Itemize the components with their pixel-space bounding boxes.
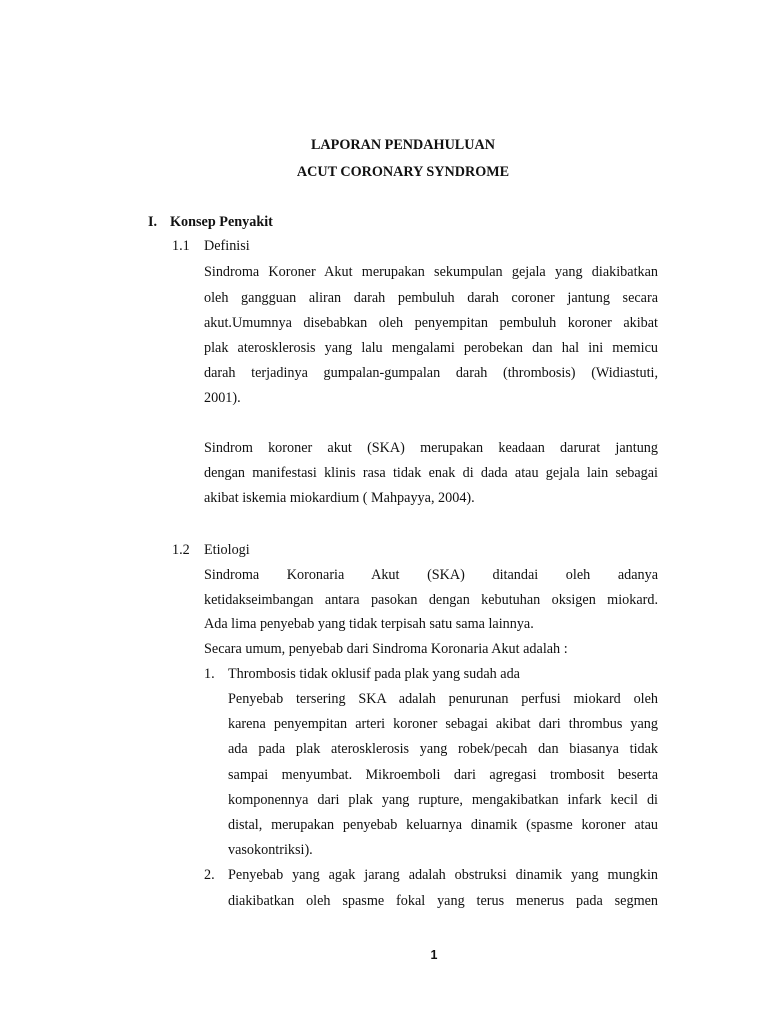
list-item-title: Thrombosis tidak oklusif pada plak yang sudah ada	[228, 666, 520, 682]
etiologi-intro-line: ketidakseimbangan antara pasokan dengan kebutuhan oksigen miokard.	[204, 592, 658, 608]
definisi-para1-line: darah terjadinya gumpalan-gumpalan darah (thrombosis) (Widiastuti,	[204, 365, 658, 381]
list-item-body-line: Penyebab tersering SKA adalah penurunan perfusi miokard oleh	[228, 691, 658, 707]
subsection-number-definisi: 1.1	[172, 238, 190, 254]
definisi-para2-line: dengan manifestasi klinis rasa tidak enak di dada atau gejala lain sebagai	[204, 465, 658, 481]
list-item-body-line: vasokontriksi).	[228, 842, 313, 858]
subsection-heading-etiologi: Etiologi	[204, 542, 250, 558]
page-number: 1	[430, 948, 438, 962]
list-item-marker: 2.	[204, 867, 215, 883]
document-title: LAPORAN PENDAHULUAN	[310, 137, 496, 153]
definisi-para1-line: akut.Umumnya disebabkan oleh penyempitan pembuluh koroner akibat	[204, 315, 658, 331]
etiologi-intro-line: Secara umum, penyebab dari Sindroma Koronaria Akut adalah :	[204, 641, 568, 657]
subsection-heading-definisi: Definisi	[204, 238, 250, 254]
definisi-para2-line: akibat iskemia miokardium ( Mahpayya, 2004).	[204, 490, 475, 506]
list-item-body-line: sampai menyumbat. Mikroemboli dari agregasi trombosit beserta	[228, 767, 658, 783]
list-item-body-line: Penyebab yang agak jarang adalah obstruksi dinamik yang mungkin	[228, 867, 658, 883]
definisi-para1-line: Sindroma Koroner Akut merupakan sekumpulan gejala yang diakibatkan	[204, 264, 658, 280]
definisi-para1-line: oleh gangguan aliran darah pembuluh darah coroner jantung secara	[204, 290, 658, 306]
list-item-body-line: distal, merupakan penyebab keluarnya dinamik (spasme koroner atau	[228, 817, 658, 833]
etiologi-intro-line: Sindroma Koronaria Akut (SKA) ditandai oleh adanya	[204, 567, 658, 583]
definisi-para2-line: Sindrom koroner akut (SKA) merupakan keadaan darurat jantung	[204, 440, 658, 456]
section-heading: Konsep Penyakit	[170, 214, 273, 230]
list-item-marker: 1.	[204, 666, 215, 682]
list-item-body-line: karena penyempitan arteri koroner sebagai akibat dari thrombus yang	[228, 716, 658, 732]
list-item-body-line: ada pada plak aterosklerosis yang robek/pecah dan biasanya tidak	[228, 741, 658, 757]
list-item-body-line: komponennya dari plak yang rupture, mengakibatkan infark kecil di	[228, 792, 658, 808]
definisi-para1-line: 2001).	[204, 390, 241, 406]
list-item-body-line: diakibatkan oleh spasme fokal yang terus menerus pada segmen	[228, 893, 658, 909]
definisi-para1-line: plak aterosklerosis yang lalu mengalami perobekan dan hal ini memicu	[204, 340, 658, 356]
document-subtitle: ACUT CORONARY SYNDROME	[296, 164, 510, 180]
section-number: I.	[148, 214, 158, 230]
etiologi-intro-line: Ada lima penyebab yang tidak terpisah satu sama lainnya.	[204, 616, 534, 632]
subsection-number-etiologi: 1.2	[172, 542, 190, 558]
